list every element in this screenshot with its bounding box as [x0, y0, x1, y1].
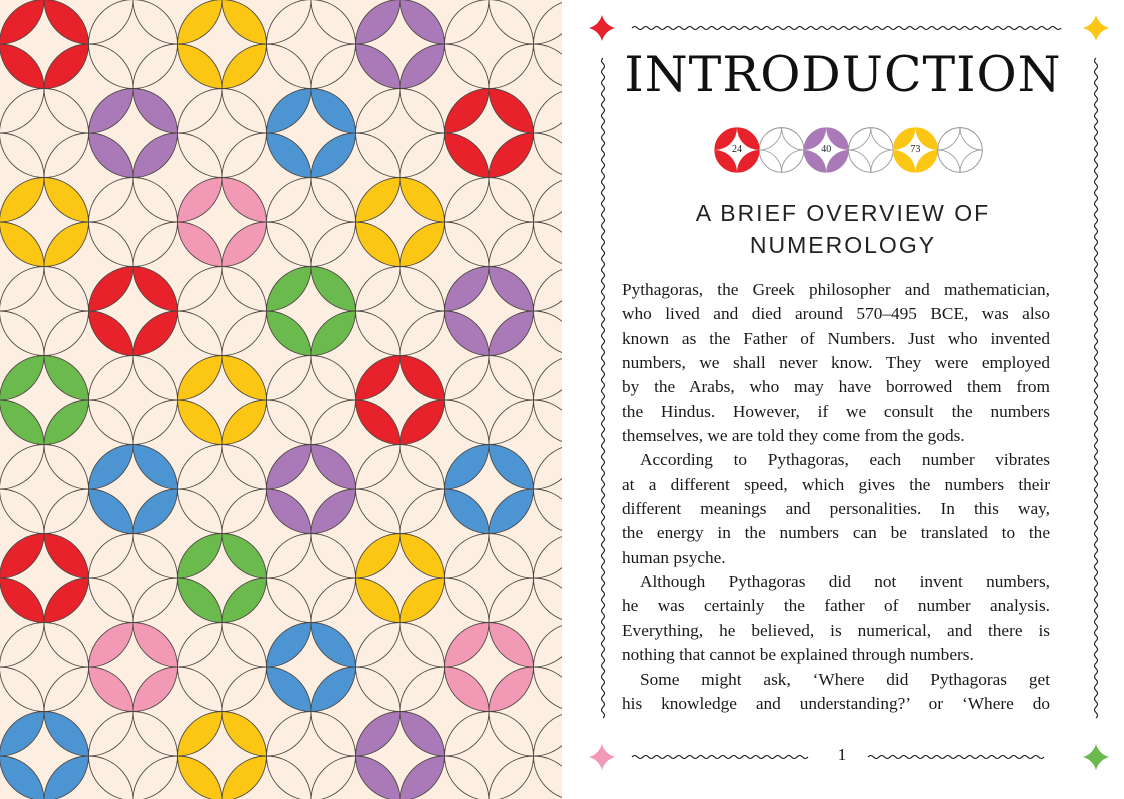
number-badges — [562, 0, 1124, 200]
body-text-line: his knowledge and understanding?’ or ‘Where do — [622, 693, 1050, 713]
body-text-line: different meanings and personalities. In this way, — [622, 499, 1050, 519]
empty-badge — [849, 128, 894, 173]
body-text-line: Some might ask, ‘Where did Pythagoras get — [640, 669, 1050, 689]
body-text-line: Although Pythagoras did not invent numbers, — [640, 572, 1050, 592]
section-heading-line2: NUMEROLOGY — [749, 232, 937, 258]
body-text-line: the Hindus. However, if we consult the numbers — [622, 401, 1050, 421]
body-text-line: Pythagoras, the Greek philosopher and mathematician, — [622, 280, 1050, 299]
body-text-line: numbers, we shall never know. They were employed — [622, 353, 1050, 373]
badge-number: 73 — [910, 144, 921, 155]
empty-badge — [938, 128, 983, 173]
sparkle-star-icon — [1083, 744, 1109, 770]
body-text-line: who lived and died around 570–495 BCE, was also — [622, 304, 1050, 324]
body-text-line: nothing that cannot be explained through numbers. — [622, 645, 974, 665]
body-text-line: he was certainly the father of number analysis. — [622, 596, 1050, 616]
wavy-line — [632, 756, 808, 759]
right-page — [562, 0, 1124, 799]
page-number: 1 — [837, 745, 847, 764]
body-text-line: by the Arabs, who may have borrowed them from — [622, 377, 1050, 397]
body-text-line: at a different speed, which gives the numbers their — [622, 474, 1050, 494]
page-title: INTRODUCTION — [624, 46, 1062, 103]
body-text-line: According to Pythagoras, each number vibrates — [640, 450, 1050, 470]
body-text — [622, 278, 1050, 716]
body-text-line: known as the Father of Numbers. Just who invented — [622, 328, 1050, 348]
sparkle-star-icon — [589, 744, 615, 770]
body-text-line: themselves, we are told they come from the gods. — [622, 426, 965, 446]
body-text-line: Everything, he believed, is numerical, and there is — [622, 620, 1050, 640]
badge-number: 40 — [821, 144, 832, 155]
empty-badge — [759, 128, 804, 173]
body-text-line: human psyche. — [622, 547, 726, 567]
body-text-line: the energy in the numbers can be translated to the — [622, 523, 1050, 543]
section-heading-line1: A BRIEF OVERVIEW OF — [695, 200, 991, 226]
badge-number: 24 — [732, 144, 742, 155]
wavy-line — [868, 756, 1044, 759]
